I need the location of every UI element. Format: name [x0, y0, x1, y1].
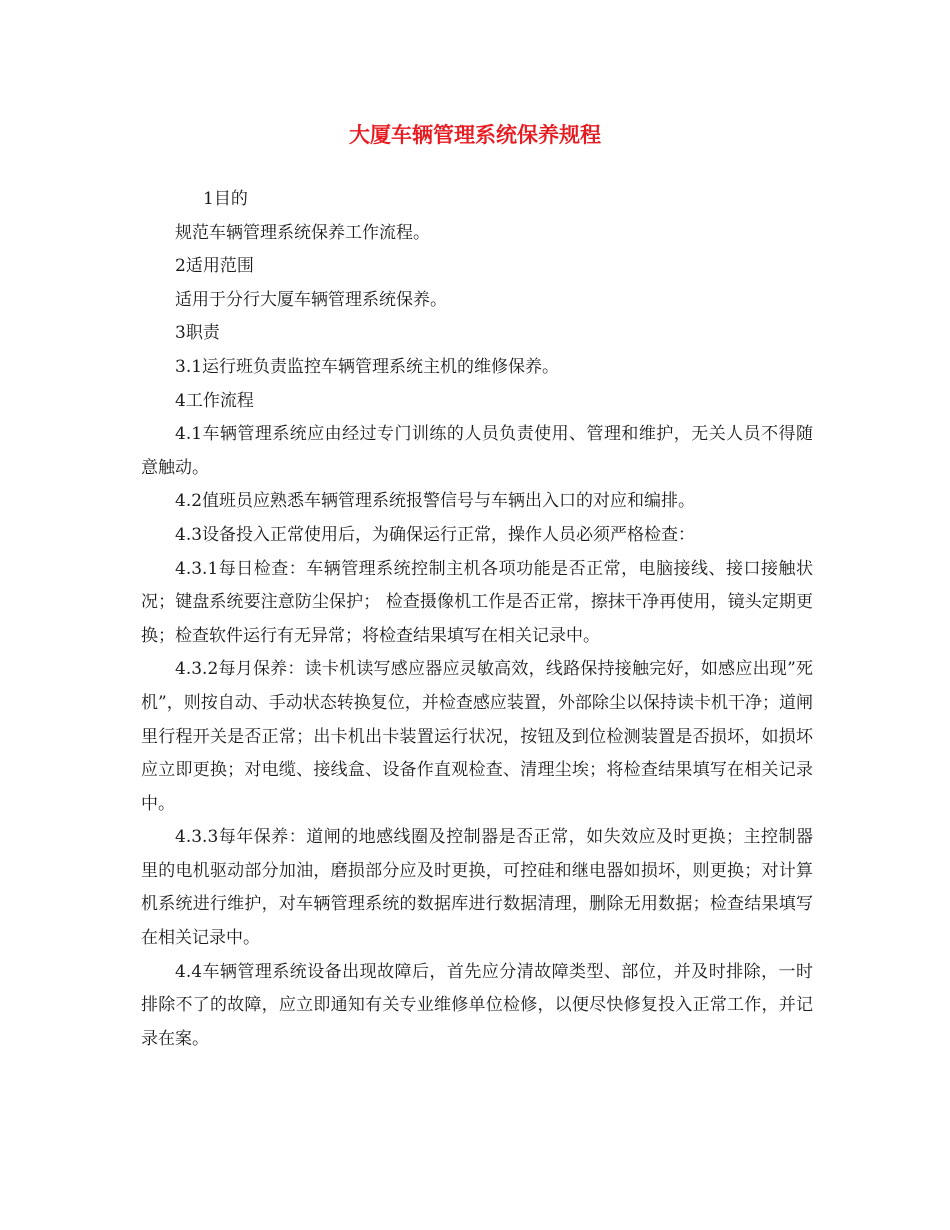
section-3-heading: 3职责 — [175, 323, 220, 344]
section-2-heading: 2适用范围 — [175, 256, 254, 277]
section-4-4-text: 4.4车辆管理系统设备出现故障后，首先应分清故障类型、部位，并及时排除，一时排除不了的故障，应立即通知有关专业维修单位检修，以便尽快修复投入正常工作，并记录在案。 — [141, 961, 813, 1049]
section-4-3-text: 4.3设备投入正常使用后，为确保运行正常，操作人员必须严格检查： — [175, 524, 696, 545]
section-1-heading: 1目的 — [203, 189, 248, 209]
section-4-3-3-text: 4.3.3每年保养：道闸的地感线圈及控制器是否正常，如失效应及时更换；主控制器里的电机驱动部分加油，磨损部分应及时更换，可控硅和继电器如损坏，则更换；对计算机系统进行维护，对车辆管理系统的数据库进行数据清理，删除无用数据；检查结果填写在相关记录中。 — [141, 827, 813, 949]
document-title: 大厦车辆管理系统保养规程 — [349, 123, 601, 147]
section-1-text: 规范车辆管理系统保养工作流程。 — [175, 222, 430, 243]
section-4-3-2-text: 4.3.2每月保养：读卡机读写感应器应灵敏高效，线路保持接触完好，如感应出现”死机”，则按自动、手动状态转换复位，并检查感应装置，外部除尘以保持读卡机干净；道闸里行程开关是否正常；出卡机出卡装置运行状况，按钮及到位检测装置是否损坏，如损坏应立即更换；对电缆、接线盒、设备作直观检查、清理尘埃；将检查结果填写在相关记录中。 — [141, 659, 813, 814]
section-4-2-text: 4.2值班员应熟悉车辆管理系统报警信号与车辆出入口的对应和编排。 — [175, 491, 696, 512]
section-2-text: 适用于分行大厦车辆管理系统保养。 — [175, 289, 447, 310]
document-body — [141, 183, 813, 1056]
section-4-1-text: 4.1车辆管理系统应由经过专门训练的人员负责使用、管理和维护，无关人员不得随意触动。 — [141, 424, 813, 478]
section-3-1-text: 3.1运行班负责监控车辆管理系统主机的维修保养。 — [175, 356, 560, 377]
section-4-heading: 4工作流程 — [175, 390, 254, 411]
section-4-3-1-text: 4.3.1每日检查：车辆管理系统控制主机各项功能是否正常，电脑接线、接口接触状况；键盘系统要注意防尘保护； 检查摄像机工作是否正常，擦抹干净再使用，镜头定期更换；检查软件运行有无异常；将检查结果填写在相关记录中。 — [141, 558, 813, 646]
